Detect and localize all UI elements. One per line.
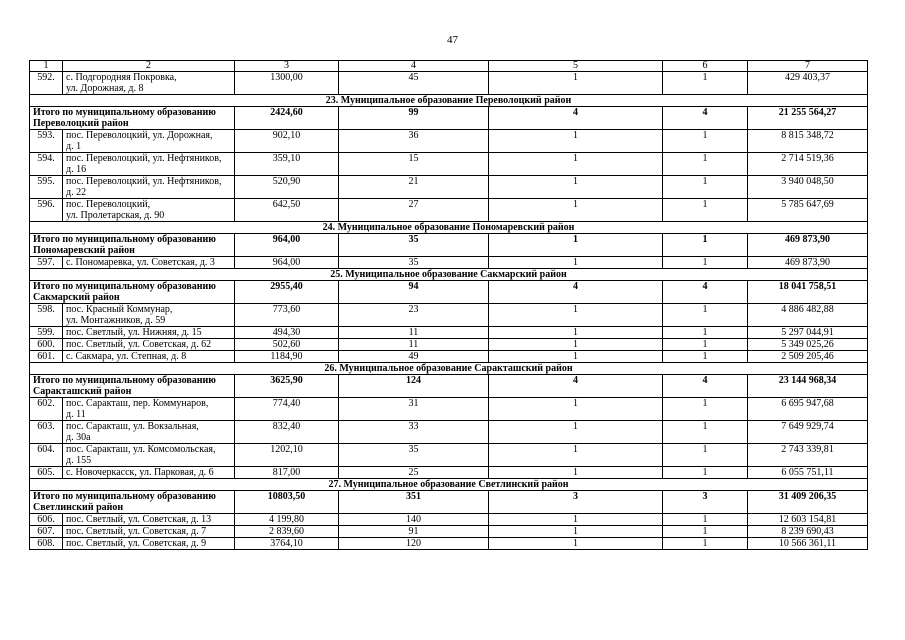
table-row bbox=[30, 304, 868, 327]
cell-line: ул. Монтажников, д. 59 bbox=[66, 315, 166, 326]
address-cell bbox=[63, 351, 235, 363]
value-cell: 429 403,37 bbox=[748, 72, 868, 95]
subtotal-row bbox=[30, 234, 868, 257]
cell-line: д. 30а bbox=[66, 432, 91, 443]
value-cell: 1 bbox=[489, 421, 663, 444]
column-number-cell: 6 bbox=[663, 61, 748, 72]
value-cell: 23 bbox=[339, 304, 489, 327]
column-number-cell: 2 bbox=[63, 61, 235, 72]
page-number: 47 bbox=[447, 34, 458, 46]
column-number-row bbox=[30, 61, 868, 72]
value-cell: 817,00 bbox=[235, 467, 339, 479]
value-cell: 21 255 564,27 bbox=[748, 107, 868, 130]
value-cell: 502,60 bbox=[235, 339, 339, 351]
value-cell: 1 bbox=[489, 234, 663, 257]
column-number-cell: 4 bbox=[339, 61, 489, 72]
value-cell: 4 bbox=[663, 375, 748, 398]
cell-line: пос. Светлый, ул. Нижняя, д. 15 bbox=[66, 327, 202, 338]
cell-line: Итого по муниципальному образованию bbox=[33, 281, 216, 292]
address-cell bbox=[63, 444, 235, 467]
value-cell: 33 bbox=[339, 421, 489, 444]
cell-line: с. Подгородняя Покровка, bbox=[66, 72, 177, 83]
value-cell: 11 bbox=[339, 327, 489, 339]
cell-line: Пономаревский район bbox=[33, 245, 135, 256]
value-cell: 31 bbox=[339, 398, 489, 421]
value-cell: 1202,10 bbox=[235, 444, 339, 467]
row-number: 593. bbox=[30, 130, 63, 153]
cell-line: с. Пономаревка, ул. Советская, д. 3 bbox=[66, 257, 215, 268]
value-cell: 1 bbox=[489, 526, 663, 538]
address-cell bbox=[63, 153, 235, 176]
value-cell: 3625,90 bbox=[235, 375, 339, 398]
table-row bbox=[30, 153, 868, 176]
value-cell: 1 bbox=[489, 130, 663, 153]
row-number: 608. bbox=[30, 538, 63, 550]
table-row bbox=[30, 526, 868, 538]
cell-line: д. 11 bbox=[66, 409, 86, 420]
value-cell: 1 bbox=[663, 538, 748, 550]
section-title: 25. Муниципальное образование Сакмарский район bbox=[30, 269, 868, 281]
row-number: 598. bbox=[30, 304, 63, 327]
subtotal-label bbox=[30, 234, 235, 257]
table-row bbox=[30, 538, 868, 550]
value-cell: 2 743 339,81 bbox=[748, 444, 868, 467]
table-row bbox=[30, 351, 868, 363]
row-number: 601. bbox=[30, 351, 63, 363]
table-row bbox=[30, 130, 868, 153]
cell-line: д. 22 bbox=[66, 187, 87, 198]
value-cell: 469 873,90 bbox=[748, 257, 868, 269]
table-row bbox=[30, 444, 868, 467]
row-number: 603. bbox=[30, 421, 63, 444]
cell-line: Итого по муниципальному образованию bbox=[33, 491, 216, 502]
value-cell: 1 bbox=[663, 514, 748, 526]
value-cell: 18 041 758,51 bbox=[748, 281, 868, 304]
address-cell bbox=[63, 398, 235, 421]
value-cell: 964,00 bbox=[235, 234, 339, 257]
cell-line: Итого по муниципальному образованию bbox=[33, 107, 216, 118]
value-cell: 2 714 519,36 bbox=[748, 153, 868, 176]
value-cell: 1 bbox=[663, 398, 748, 421]
value-cell: 1300,00 bbox=[235, 72, 339, 95]
value-cell: 8 239 690,43 bbox=[748, 526, 868, 538]
value-cell: 3 bbox=[663, 491, 748, 514]
table-row bbox=[30, 199, 868, 222]
row-number: 592. bbox=[30, 72, 63, 95]
row-number: 594. bbox=[30, 153, 63, 176]
value-cell: 12 603 154,81 bbox=[748, 514, 868, 526]
address-cell bbox=[63, 176, 235, 199]
table-row bbox=[30, 514, 868, 526]
value-cell: 4 bbox=[489, 107, 663, 130]
value-cell: 1 bbox=[663, 199, 748, 222]
value-cell: 3 940 048,50 bbox=[748, 176, 868, 199]
table-row bbox=[30, 339, 868, 351]
value-cell: 1 bbox=[489, 339, 663, 351]
address-cell bbox=[63, 257, 235, 269]
row-number: 596. bbox=[30, 199, 63, 222]
value-cell: 1 bbox=[663, 176, 748, 199]
subtotal-label bbox=[30, 281, 235, 304]
cell-line: с. Сакмара, ул. Степная, д. 8 bbox=[66, 351, 187, 362]
value-cell: 1 bbox=[663, 327, 748, 339]
value-cell: 91 bbox=[339, 526, 489, 538]
value-cell: 1 bbox=[489, 398, 663, 421]
value-cell: 1 bbox=[663, 257, 748, 269]
row-number: 607. bbox=[30, 526, 63, 538]
address-cell bbox=[63, 526, 235, 538]
value-cell: 1 bbox=[663, 72, 748, 95]
cell-line: Итого по муниципальному образованию bbox=[33, 234, 216, 245]
value-cell: 35 bbox=[339, 444, 489, 467]
value-cell: 49 bbox=[339, 351, 489, 363]
value-cell: 1 bbox=[489, 72, 663, 95]
value-cell: 4 bbox=[489, 281, 663, 304]
section-heading-row bbox=[30, 95, 868, 107]
value-cell: 1 bbox=[489, 351, 663, 363]
subtotal-row bbox=[30, 375, 868, 398]
table-row bbox=[30, 398, 868, 421]
table-row bbox=[30, 421, 868, 444]
cell-line: Переволоцкий район bbox=[33, 118, 129, 129]
subtotal-row bbox=[30, 281, 868, 304]
value-cell: 832,40 bbox=[235, 421, 339, 444]
value-cell: 5 785 647,69 bbox=[748, 199, 868, 222]
cell-line: с. Новочеркасск, ул. Парковая, д. 6 bbox=[66, 467, 214, 478]
value-cell: 120 bbox=[339, 538, 489, 550]
value-cell: 35 bbox=[339, 257, 489, 269]
value-cell: 1 bbox=[489, 257, 663, 269]
value-cell: 10 566 361,11 bbox=[748, 538, 868, 550]
cell-line: ул. Дорожная, д. 8 bbox=[66, 83, 144, 94]
row-number: 600. bbox=[30, 339, 63, 351]
value-cell: 902,10 bbox=[235, 130, 339, 153]
value-cell: 36 bbox=[339, 130, 489, 153]
value-cell: 1 bbox=[663, 421, 748, 444]
cell-line: Сакмарский район bbox=[33, 292, 120, 303]
column-number-cell: 3 bbox=[235, 61, 339, 72]
address-cell bbox=[63, 421, 235, 444]
cell-line: пос. Светлый, ул. Советская, д. 13 bbox=[66, 514, 212, 525]
table-row bbox=[30, 327, 868, 339]
value-cell: 124 bbox=[339, 375, 489, 398]
value-cell: 494,30 bbox=[235, 327, 339, 339]
cell-line: пос. Саракташ, пер. Коммунаров, bbox=[66, 398, 209, 409]
value-cell: 4 199,80 bbox=[235, 514, 339, 526]
value-cell: 2424,60 bbox=[235, 107, 339, 130]
cell-line: пос. Саракташ, ул. Комсомольская, bbox=[66, 444, 216, 455]
section-heading-row bbox=[30, 222, 868, 234]
value-cell: 140 bbox=[339, 514, 489, 526]
value-cell: 5 349 025,26 bbox=[748, 339, 868, 351]
value-cell: 1 bbox=[489, 514, 663, 526]
value-cell: 774,40 bbox=[235, 398, 339, 421]
value-cell: 1 bbox=[663, 339, 748, 351]
cell-line: Светлинский район bbox=[33, 502, 124, 513]
value-cell: 1 bbox=[663, 526, 748, 538]
value-cell: 3764,10 bbox=[235, 538, 339, 550]
row-number: 606. bbox=[30, 514, 63, 526]
row-number: 602. bbox=[30, 398, 63, 421]
cell-line: пос. Переволоцкий, ул. Нефтяников, bbox=[66, 176, 222, 187]
subtotal-label bbox=[30, 107, 235, 130]
value-cell: 359,10 bbox=[235, 153, 339, 176]
value-cell: 23 144 968,34 bbox=[748, 375, 868, 398]
value-cell: 520,90 bbox=[235, 176, 339, 199]
cell-line: пос. Переволоцкий, ул. Дорожная, bbox=[66, 130, 213, 141]
value-cell: 6 695 947,68 bbox=[748, 398, 868, 421]
address-cell bbox=[63, 467, 235, 479]
address-cell bbox=[63, 327, 235, 339]
row-number: 597. bbox=[30, 257, 63, 269]
value-cell: 94 bbox=[339, 281, 489, 304]
cell-line: пос. Красный Коммунар, bbox=[66, 304, 173, 315]
value-cell: 7 649 929,74 bbox=[748, 421, 868, 444]
cell-line: пос. Саракташ, ул. Вокзальная, bbox=[66, 421, 199, 432]
value-cell: 3 bbox=[489, 491, 663, 514]
column-number-cell: 1 bbox=[30, 61, 63, 72]
subtotal-row bbox=[30, 491, 868, 514]
value-cell: 10803,50 bbox=[235, 491, 339, 514]
value-cell: 45 bbox=[339, 72, 489, 95]
value-cell: 5 297 044,91 bbox=[748, 327, 868, 339]
cell-line: д. 155 bbox=[66, 455, 92, 466]
value-cell: 1 bbox=[489, 444, 663, 467]
address-cell bbox=[63, 339, 235, 351]
table-row bbox=[30, 467, 868, 479]
value-cell: 99 bbox=[339, 107, 489, 130]
section-title: 24. Муниципальное образование Пономаревский район bbox=[30, 222, 868, 234]
address-cell bbox=[63, 72, 235, 95]
cell-line: Саракташский район bbox=[33, 386, 132, 397]
value-cell: 964,00 bbox=[235, 257, 339, 269]
value-cell: 1 bbox=[663, 467, 748, 479]
row-number: 604. bbox=[30, 444, 63, 467]
value-cell: 2955,40 bbox=[235, 281, 339, 304]
address-cell bbox=[63, 514, 235, 526]
housing-register-table bbox=[29, 60, 868, 550]
address-cell bbox=[63, 304, 235, 327]
section-title: 27. Муниципальное образование Светлинский район bbox=[30, 479, 868, 491]
value-cell: 1 bbox=[663, 130, 748, 153]
section-title: 23. Муниципальное образование Переволоцкий район bbox=[30, 95, 868, 107]
table-row bbox=[30, 176, 868, 199]
section-heading-row bbox=[30, 363, 868, 375]
value-cell: 642,50 bbox=[235, 199, 339, 222]
cell-line: Итого по муниципальному образованию bbox=[33, 375, 216, 386]
value-cell: 1 bbox=[663, 444, 748, 467]
table-row bbox=[30, 72, 868, 95]
value-cell: 1 bbox=[489, 467, 663, 479]
table-body bbox=[30, 61, 868, 550]
column-number-cell: 7 bbox=[748, 61, 868, 72]
value-cell: 2 509 205,46 bbox=[748, 351, 868, 363]
cell-line: пос. Светлый, ул. Советская, д. 62 bbox=[66, 339, 212, 350]
value-cell: 6 055 751,11 bbox=[748, 467, 868, 479]
value-cell: 1 bbox=[489, 538, 663, 550]
value-cell: 27 bbox=[339, 199, 489, 222]
cell-line: ул. Пролетарская, д. 90 bbox=[66, 210, 165, 221]
address-cell bbox=[63, 130, 235, 153]
section-heading-row bbox=[30, 479, 868, 491]
value-cell: 15 bbox=[339, 153, 489, 176]
cell-line: пос. Переволоцкий, ул. Нефтяников, bbox=[66, 153, 222, 164]
value-cell: 469 873,90 bbox=[748, 234, 868, 257]
value-cell: 1 bbox=[489, 153, 663, 176]
value-cell: 4 bbox=[663, 107, 748, 130]
value-cell: 1 bbox=[489, 327, 663, 339]
value-cell: 2 839,60 bbox=[235, 526, 339, 538]
value-cell: 1 bbox=[489, 304, 663, 327]
address-cell bbox=[63, 199, 235, 222]
cell-line: д. 16 bbox=[66, 164, 87, 175]
cell-line: д. 1 bbox=[66, 141, 82, 152]
value-cell: 8 815 348,72 bbox=[748, 130, 868, 153]
table-row bbox=[30, 257, 868, 269]
value-cell: 351 bbox=[339, 491, 489, 514]
cell-line: пос. Светлый, ул. Советская, д. 7 bbox=[66, 526, 207, 537]
cell-line: пос. Переволоцкий, bbox=[66, 199, 151, 210]
value-cell: 773,60 bbox=[235, 304, 339, 327]
address-cell bbox=[63, 538, 235, 550]
subtotal-label bbox=[30, 375, 235, 398]
value-cell: 21 bbox=[339, 176, 489, 199]
cell-line: пос. Светлый, ул. Советская, д. 9 bbox=[66, 538, 207, 549]
subtotal-row bbox=[30, 107, 868, 130]
value-cell: 4 886 482,88 bbox=[748, 304, 868, 327]
value-cell: 1184,90 bbox=[235, 351, 339, 363]
section-heading-row bbox=[30, 269, 868, 281]
value-cell: 1 bbox=[663, 351, 748, 363]
row-number: 605. bbox=[30, 467, 63, 479]
value-cell: 1 bbox=[489, 199, 663, 222]
row-number: 595. bbox=[30, 176, 63, 199]
value-cell: 1 bbox=[663, 304, 748, 327]
value-cell: 35 bbox=[339, 234, 489, 257]
value-cell: 4 bbox=[663, 281, 748, 304]
value-cell: 1 bbox=[489, 176, 663, 199]
value-cell: 4 bbox=[489, 375, 663, 398]
column-number-cell: 5 bbox=[489, 61, 663, 72]
value-cell: 31 409 206,35 bbox=[748, 491, 868, 514]
section-title: 26. Муниципальное образование Саракташский район bbox=[30, 363, 868, 375]
value-cell: 1 bbox=[663, 153, 748, 176]
row-number: 599. bbox=[30, 327, 63, 339]
value-cell: 25 bbox=[339, 467, 489, 479]
value-cell: 1 bbox=[663, 234, 748, 257]
value-cell: 11 bbox=[339, 339, 489, 351]
subtotal-label bbox=[30, 491, 235, 514]
